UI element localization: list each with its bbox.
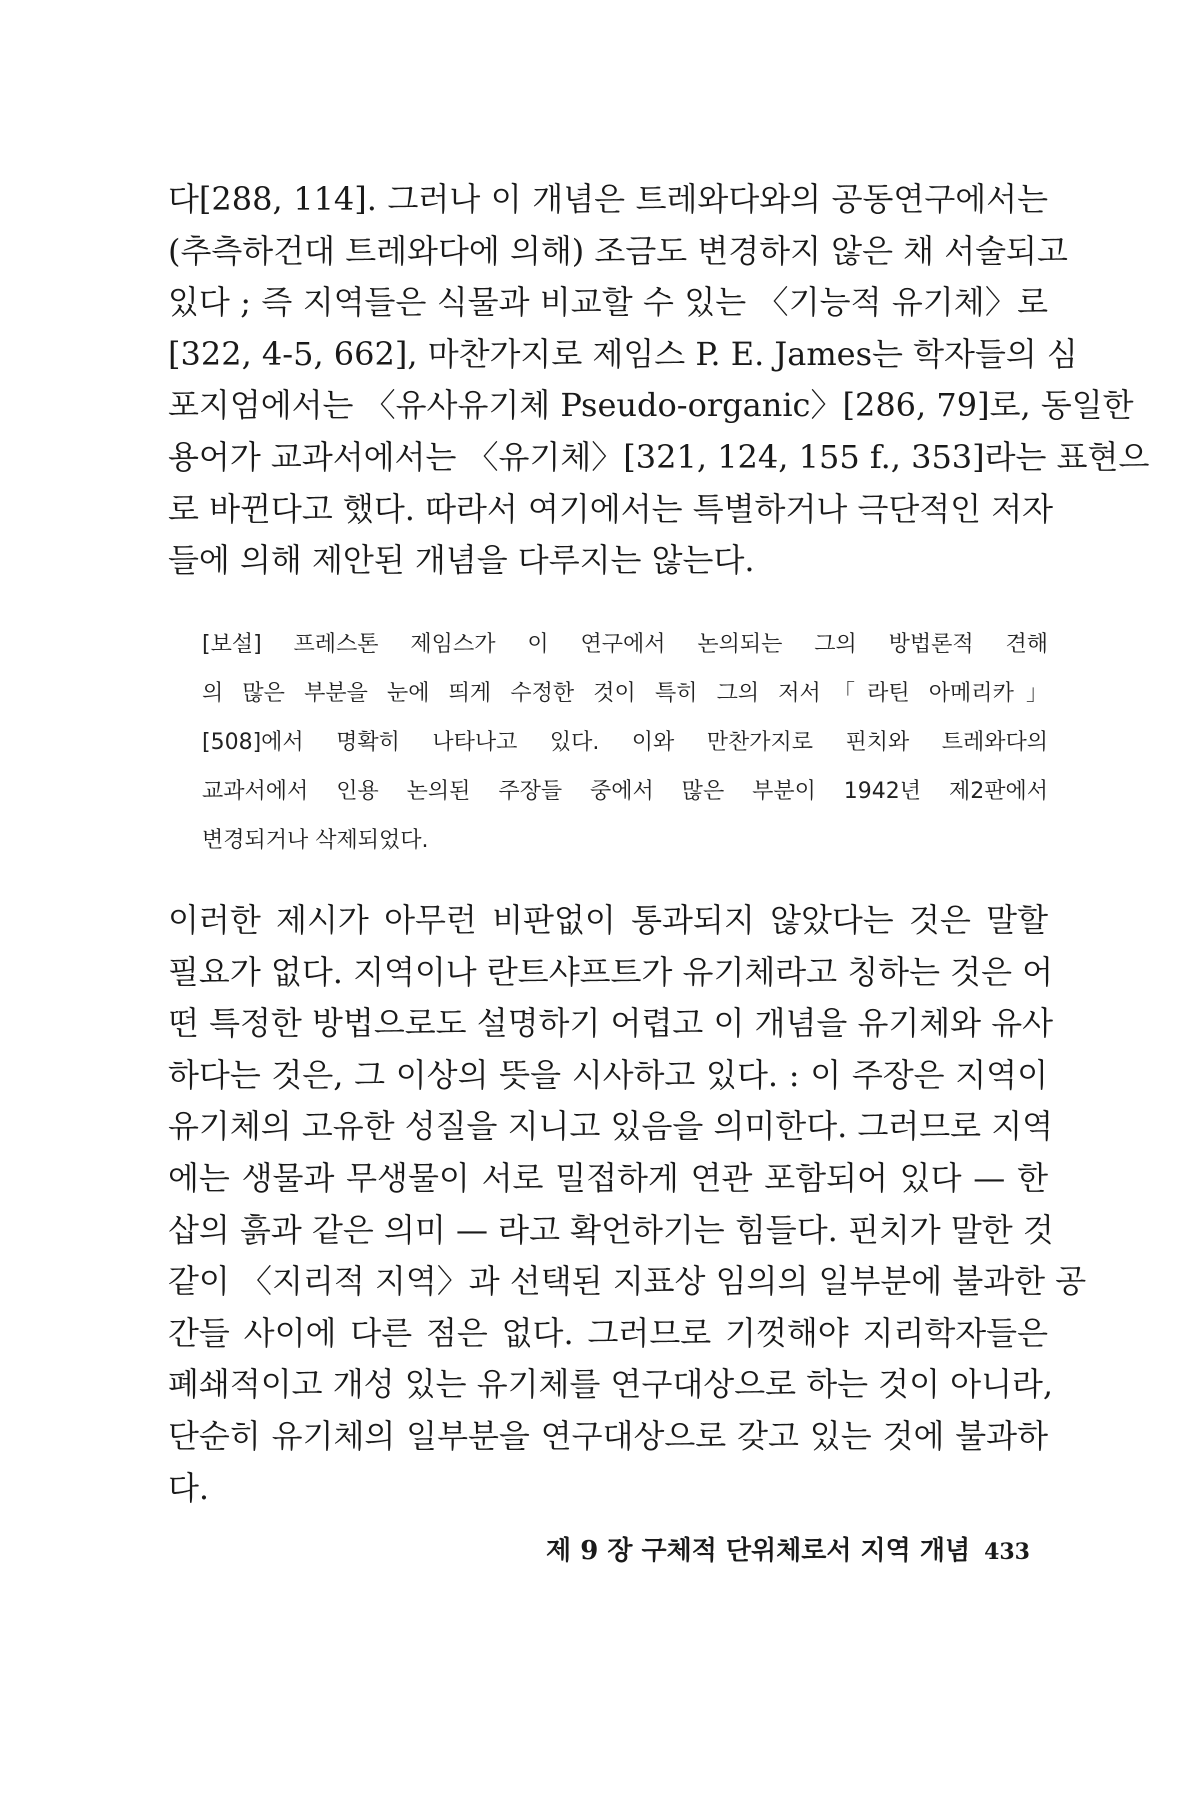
supplementary-note: [202, 620, 1048, 865]
body-paragraph-1: [168, 174, 1150, 587]
text-line: 폐쇄적이고 개성 있는 유기체를 연구대상으로 하는 것이 아니라,: [168, 1365, 1054, 1404]
text-line: 간들 사이에 다른 점은 없다. 그러므로 기껏해야 지리학자들은: [168, 1313, 1048, 1352]
text-line: 필요가 없다. 지역이나 란트샤프트가 유기체라고 칭하는 것은 어: [168, 952, 1054, 991]
text-line: 하다는 것은, 그 이상의 뜻을 시사하고 있다. : 이 주장은 지역이: [168, 1055, 1048, 1094]
text-line: 유기체의 고유한 성질을 지니고 있음을 의미한다. 그러므로 지역: [168, 1107, 1054, 1146]
text-line: 단순히 유기체의 일부분을 연구대상으로 갖고 있는 것에 불과하: [168, 1416, 1048, 1455]
text-line: 있다 ; 즉 지역들은 식물과 비교할 수 있는 〈기능적 유기체〉로: [168, 283, 1048, 322]
text-line: 같이 〈지리적 지역〉과 선택된 지표상 임의의 일부분에 불과한 공: [168, 1262, 1087, 1301]
text-line: [322, 4-5, 662], 마찬가지로 제임스 P. E. James는 학자들의 심: [168, 334, 1078, 373]
page-footer: [546, 1530, 1030, 1567]
text-line: 용어가 교과서에서는 〈유기체〉[321, 124, 155 f., 353]라는 표현으: [168, 437, 1150, 476]
text-line: 이러한 제시가 아무런 비판없이 통과되지 않았다는 것은 말할: [168, 901, 1048, 939]
text-line: 에는 생물과 무생물이 서로 밀접하게 연관 포함되어 있다 — 한: [168, 1158, 1048, 1197]
note-line: 교과서에서 인용 논의된 주장들 중에서 많은 부분이 1942년 제2판에서: [202, 779, 1048, 804]
text-line: 삽의 흙과 같은 의미 — 라고 확언하기는 힘들다. 핀치가 말한 것: [168, 1210, 1054, 1249]
note-line: [508]에서 명확히 나타나고 있다. 이와 만찬가지로 핀치와 트레와다의: [202, 730, 1048, 755]
text-line: 로 바뀐다고 했다. 따라서 여기에서는 특별하거나 극단적인 저자: [168, 489, 1054, 528]
note-line: 변경되거나 삭제되었다.: [202, 828, 429, 853]
text-line: 다[288, 114]. 그러나 이 개념은 트레와다와의 공동연구에서는: [168, 180, 1048, 218]
text-line: 떤 특정한 방법으로도 설명하기 어렵고 이 개념을 유기체와 유사: [168, 1004, 1054, 1043]
text-line: (추측하건대 트레와다에 의해) 조금도 변경하지 않은 채 서술되고: [168, 231, 1068, 270]
text-line: 포지엄에서는 〈유사유기체 Pseudo-organic〉[286, 79]로, 동일한: [168, 386, 1134, 425]
text-line: 들에 의해 제안된 개념을 다루지는 않는다.: [168, 541, 755, 580]
body-paragraph-2: [168, 895, 1087, 1514]
text-line: 다.: [168, 1468, 210, 1507]
note-line: 의 많은 부분을 눈에 띄게 수정한 것이 특히 그의 저서「라틴 아메리카」: [202, 681, 1048, 706]
note-line: [보설] 프레스톤 제임스가 이 연구에서 논의되는 그의 방법론적 견해: [202, 632, 1048, 657]
chapter-title: 제 9 장 구체적 단위체로서 지역 개념: [546, 1536, 971, 1566]
page-number: 433: [984, 1539, 1030, 1565]
